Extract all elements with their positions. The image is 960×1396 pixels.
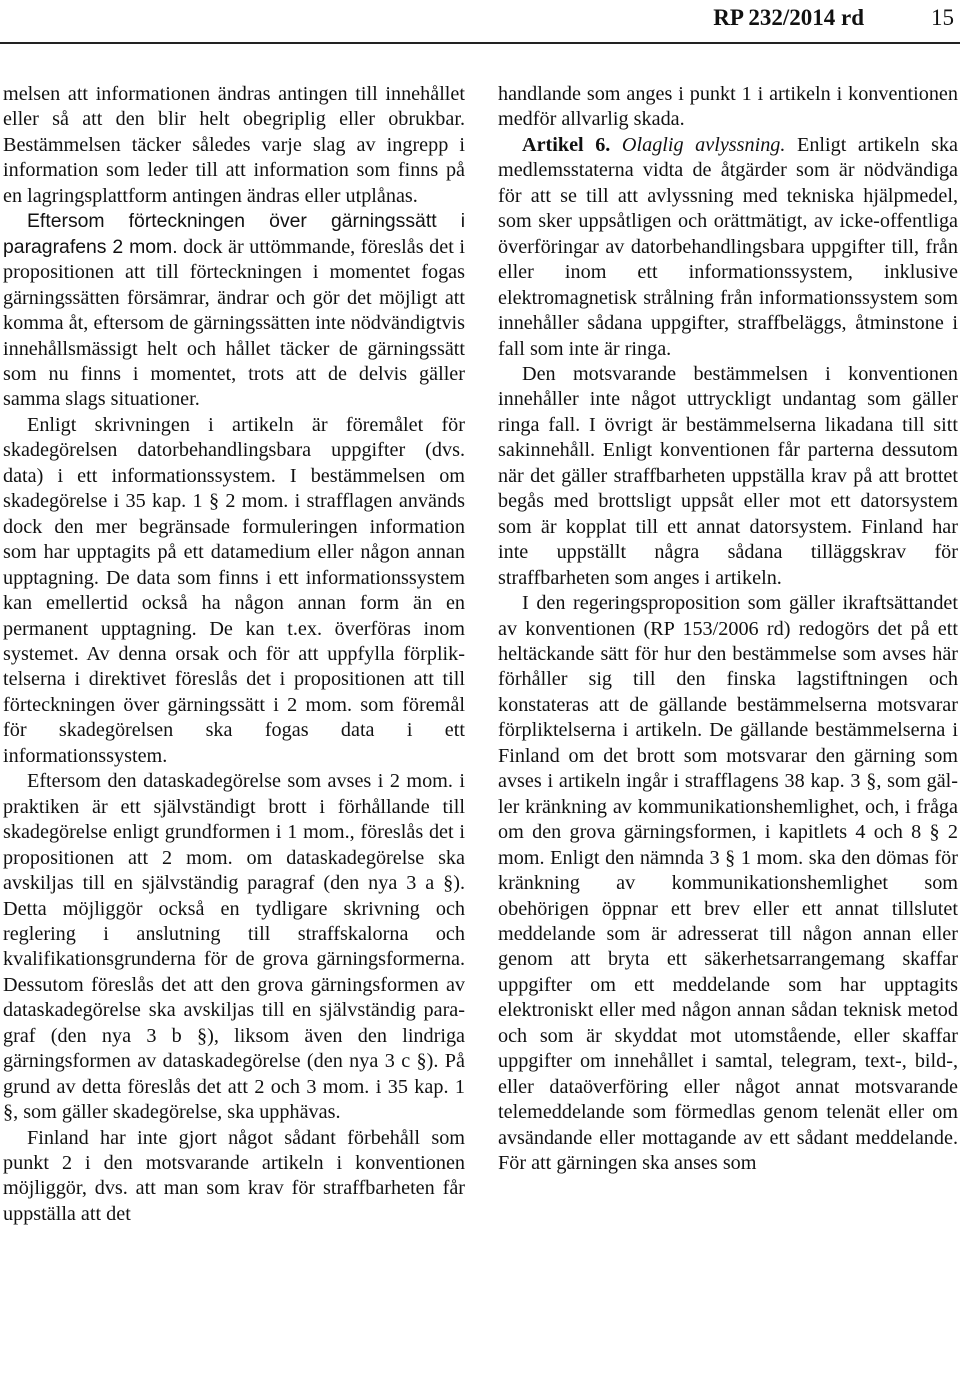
paragraph-reservation: Finland har inte gjort något sådant förbehåll som punkt 2 i den motsvarande artikeln i konventionen möjliggör, dvs. att man som krav för straffbarheten får uppställa att det (3, 1126, 465, 1225)
page-number: 15 (931, 5, 954, 30)
paragraph-continuation: handlande som anges i punkt 1 i artikeln i konventionen medför allvarlig skada. (498, 83, 958, 131)
right-column (498, 82, 958, 1176)
paragraph-continuation: melsen att informationen ändras antingen till innehållet eller så att den blir helt obegriplig eller obrukbar. Bestämmelsen täcker således varje slag av ingrepp i information som leder till att information som finns på en lagringsplattform antingen ändras eller utplånas. (3, 83, 465, 207)
paragraph-body: Enligt artikeln ska medlemsstaterna vidta de åtgärder som är nödvändiga för att se till att avlyssning med tekniska hjälpmedel, som sker uppsåtligen och orättmätigt, av icke-offentliga överföringar av datorbehandlingsbara uppgifter till, från eller inom ett informationssystem, inklusive elektromagnetisk strålning från informationssystem som innehåller sådana uppgifter, straffbeläggs, åtminstone i fall som inte är ringa. (498, 133, 958, 360)
page-header (0, 4, 960, 32)
paragraph-article-6 (498, 133, 958, 362)
left-column (3, 82, 465, 1227)
paragraph-enumeration (3, 209, 465, 413)
article-heading: Artikel 6. (522, 133, 611, 156)
article-title: Olaglig avlyssning. (621, 133, 786, 156)
paragraph-separate-section: Eftersom den dataskadegörelse som avses i 2 mom. i praktiken är ett självständigt brott i förhållande till skadegörelse enligt grundformen i 1 mom., föreslås det i propositionen att 2 mom. om dataskadegörelse ska avskiljas till en självständig paragraf (den nya 3 a §). Detta möjliggör också en tydligare skrivning och reglering i anslutning till straffskalorna och kvalifikationsgrunderna för de grova gärningsformerna. Dessutom föreslås det att den grova gärningsformen av dataskadegörelse ska avskiljas till en självständig paragraf (den nya 3 b §), liksom även den lindriga gärningsformen av dataskadegörelse (den nya 3 c §). På grund av detta föreslås det att 2 och 3 mom. i 35 kap. 1 §, som gäller skadegörelse, ska upphävas. (3, 770, 465, 1124)
paragraph-lead-sans: Eftersom förteckningen över gärningssätt i paragrafens 2 mom. (3, 210, 465, 258)
document-reference: RP 232/2014 rd (713, 5, 864, 30)
paragraph-convention: Den motsvarande bestämmelsen i konventionen innehåller inte något uttryckligt undantag som gäller ringa fall. I övrigt är bestämmelserna likadana till sitt sakinnehåll. Enligt konventionen får parterna dessutom när det gäller straffbarheten uppställa krav på att brottet begås med brottsligt uppsåt eller mot ett datorsystem som är kopplat till ett annat datorsystem. Finland har inte uppställt några sådana tilläggskrav för straffbarheten som anges i artikeln. (498, 362, 958, 589)
paragraph-government-proposal: I den regeringsproposition som gäller ikraftsättandet av konventionen (RP 153/2006 rd) redogörs det på ett heltäckande sätt för hur den bestämmelse som avses här förhåller sig till den finska lagstiftningen och konstateras att de gällande bestämmelserna motsvarar förpliktelserna i artikeln. De gällande bestämmelserna i Finland om det brott som motsvarar den gärning som avses i artikeln ingår i strafflagens 38 kap. 3 §, som gäller kränkning av kommunikationshemlighet, och, i fråga om den grova gärningsformen, i kapitlets 4 och 8 § 2 mom. Enligt den nämnda 3 § 1 mom. ska den dömas för kränkning av kommunikationshemlighet som obehörigen öppnar ett brev eller ett annat tillslutet meddelande som är adresserat till någon annan eller genom att bryta ett säkerhetsarrangemang skaffar uppgifter om ett meddelande som har upptagits elektroniskt eller med någon annan sådan teknisk metod och som är skyddat mot utomstående, eller skaffar uppgifter om innehållet i samtal, telegram, text-, bild-, eller dataöverföring eller något annat motsvarande telemeddelande som förmedlas genom telenät eller om avsändande eller mottagande av ett sådant meddelande. För att gärningen ska anses som (498, 592, 958, 1175)
paragraph-data-object: Enligt skrivningen i artikeln är föremålet för skadegörelsen datorbehandlingsbara uppgifter (dvs. data) i ett informationssystem. I bestämmelsen om skadegörelse i 35 kap. 1 § 2 mom. i strafflagen används dock den mer begränsade formuleringen information som har upptagits på ett datamedium eller någon annan upptagning. De data som finns i ett informationssystem kan emellertid också ha någon annan form än en permanent upptagning. De kan t.ex. överföras inom systemet. Av denna orsak och för att uppfylla förpliktelserna i direktivet föreslås det i propositionen att till förteckningen över gärningssätt i 2 mom. som föremål för skadegörelsen ska fogas data i ett informationssystem. (3, 413, 465, 767)
paragraph-body: dock är uttömmande, föreslås det i propositionen att till förteckningen i momentet fogas gärningssätten försämrar, ändrar och gör det möjligt att komma åt, eftersom de gärningssätten inte nödvändigtvis innehållsmässigt helt och hållet täcker de gärningssätt som nu finns i momentet, trots att de delvis gäller samma slags situationer. (3, 235, 465, 411)
header-divider (0, 42, 960, 44)
